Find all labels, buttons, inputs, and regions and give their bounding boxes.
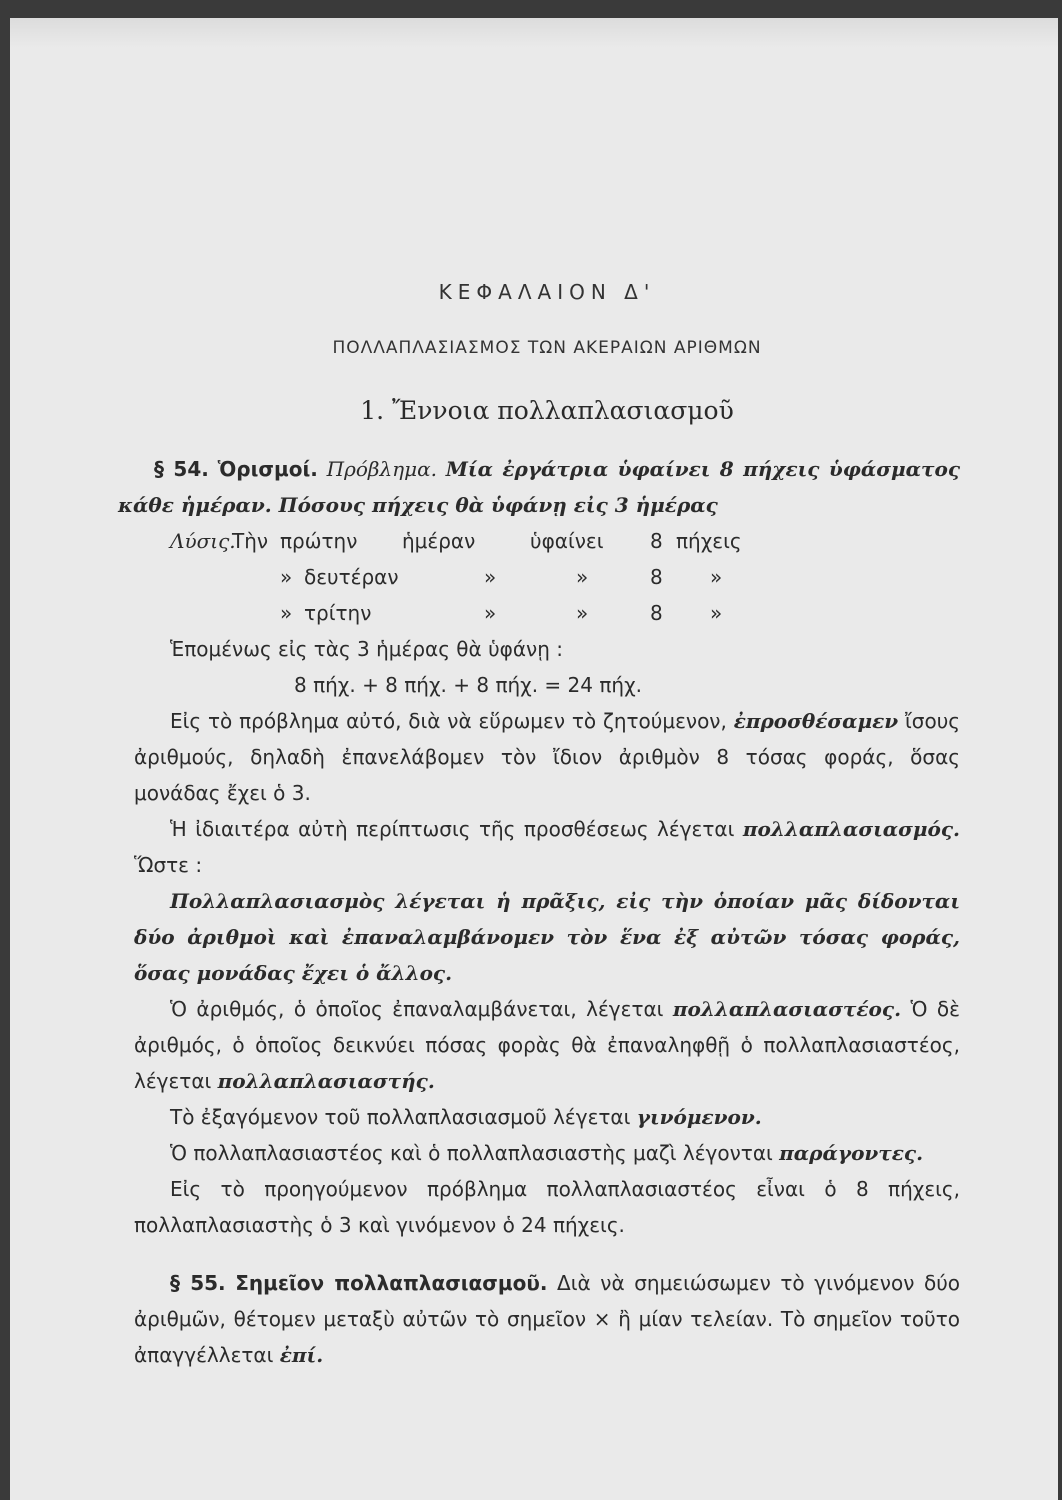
paragraph-6: Εἰς τὸ προηγούμενον πρόβλημα πολλαπλασιαστέος εἶναι ὁ 8 πήχεις, πολλαπλασιαστὴς ὁ 3 καὶ γινόμενον ὁ 24 πήχεις. bbox=[134, 1177, 960, 1237]
cell: 8 bbox=[650, 565, 663, 589]
p5-a: Ὁ πολλαπλασιαστέος καὶ ὁ πολλαπλασιαστὴς μαζὶ λέγονται bbox=[170, 1141, 773, 1165]
p4-emphasis: γινόμενον. bbox=[636, 1105, 762, 1129]
cell: » bbox=[710, 601, 723, 625]
cell: 8 bbox=[650, 529, 663, 553]
s55-heading: Σημεῖον πολλαπλασιασμοῦ. bbox=[235, 1271, 548, 1295]
solution-row-3 bbox=[170, 595, 960, 631]
p3-a: Ὁ ἀριθμός, ὁ ὁποῖος ἐπαναλαμβάνεται, λέγεται bbox=[170, 997, 664, 1021]
p4-a: Τὸ ἐξαγόμενον τοῦ πολλαπλασιασμοῦ λέγεται bbox=[170, 1105, 631, 1129]
cell: » bbox=[484, 601, 497, 625]
p3-emphasis-2: πολλαπλασιαστής. bbox=[217, 1069, 435, 1093]
paragraph-2 bbox=[134, 811, 960, 883]
s54-problem-label: Πρόβλημα. bbox=[326, 457, 437, 481]
solution-row-2 bbox=[170, 559, 960, 595]
solution-row-1 bbox=[170, 523, 960, 559]
p3-emphasis-1: πολλαπλασιαστέος. bbox=[672, 997, 902, 1021]
s54-heading: Ὁρισμοί. bbox=[217, 457, 318, 481]
p1-end: ἴσους ἀριθμούς, δηλαδὴ ἐπανελάβομεν τὸν ἴδιον ἀριθμὸν 8 τόσας φοράς, ὅσας μονάδας ἔχει ὁ 3. bbox=[134, 709, 961, 805]
s54-problem bbox=[118, 451, 960, 523]
s54-number: § 54. bbox=[154, 457, 209, 481]
book-page bbox=[10, 18, 1058, 1500]
s55-paragraph bbox=[134, 1265, 960, 1373]
chapter-heading: ΚΕΦΑΛΑΙΟΝ Δ' bbox=[438, 280, 656, 304]
cell: Τὴν bbox=[232, 529, 269, 553]
cell: πήχεις bbox=[676, 529, 742, 553]
cell: πρώτην bbox=[280, 529, 358, 553]
cell: δευτέραν bbox=[304, 565, 399, 589]
section-title: 1. Ἔννοια πολλαπλασιασμοῦ bbox=[360, 396, 734, 425]
cell: τρίτην bbox=[304, 601, 372, 625]
page-content bbox=[118, 280, 961, 1373]
page-shadow bbox=[10, 18, 1058, 48]
cell: » bbox=[280, 601, 293, 625]
s55-text: Διὰ νὰ σημειώσωμεν τὸ γινόμενον δύο ἀριθμῶν, θέτομεν μεταξὺ αὐτῶν τὸ σημεῖον × ἢ μίαν τελείαν. Τὸ σημεῖον τοῦτο ἀπαγγέλλεται bbox=[134, 1271, 961, 1367]
cell: 8 bbox=[650, 601, 663, 625]
definition: Πολλαπλασιασμὸς λέγεται ἡ πρᾶξις, εἰς τὴν ὁποίαν μᾶς δίδονται δύο ἀριθμοὶ καὶ ἐπαναλαμβάνομεν τὸν ἕνα ἐξ αὐτῶν τόσας φοράς, ὅσας μονάδας ἔχει ὁ ἄλλος. bbox=[134, 889, 960, 985]
p2-end: Ὥστε : bbox=[134, 853, 203, 877]
p5-emphasis: παράγοντες. bbox=[779, 1141, 924, 1165]
paragraph-5 bbox=[134, 1135, 960, 1171]
cell: ἡμέραν bbox=[402, 529, 476, 553]
consequently-line: Ἑπομένως εἰς τὰς 3 ἡμέρας θὰ ὑφάνῃ : bbox=[170, 637, 563, 661]
chapter-subtitle: ΠΟΛΛΑΠΛΑΣΙΑΣΜΟΣ ΤΩΝ ΑΚΕΡΑΙΩΝ ΑΡΙΘΜΩΝ bbox=[332, 338, 762, 358]
cell: » bbox=[710, 565, 723, 589]
equation: 8 πήχ. + 8 πήχ. + 8 πήχ. = 24 πήχ. bbox=[294, 673, 642, 697]
paragraph-4 bbox=[134, 1099, 960, 1135]
s54-problem-text: Μία ἐργάτρια ὑφαίνει 8 πήχεις ὑφάσματος κάθε ἡμέραν. Πόσους πήχεις θὰ ὑφάνῃ εἰς 3 ἡμέρας bbox=[118, 457, 960, 517]
p1-start: Εἰς τὸ πρόβλημα αὐτό, διὰ νὰ εὕρωμεν τὸ ζητούμενον, bbox=[170, 709, 727, 733]
solution-label: Λύσις. bbox=[170, 529, 236, 553]
p2-start: Ἡ ἰδιαιτέρα αὐτὴ περίπτωσις τῆς προσθέσεως λέγεται bbox=[170, 817, 735, 841]
spacer bbox=[134, 1243, 960, 1265]
cell: ὑφαίνει bbox=[530, 529, 604, 553]
p1-emphasis: ἐπροσθέσαμεν bbox=[733, 709, 899, 733]
s55-number: § 55. bbox=[170, 1271, 226, 1295]
paragraph-1 bbox=[134, 703, 960, 811]
cell: » bbox=[280, 565, 293, 589]
s55-emphasis: ἐπί. bbox=[279, 1343, 324, 1367]
cell: » bbox=[484, 565, 497, 589]
p3-b: Ὁ δὲ ἀριθμός, ὁ ὁποῖος δεικνύει πόσας φορὰς θὰ ἐπαναληφθῇ ὁ πολλαπλασιαστέος, λέγεται bbox=[134, 997, 960, 1093]
paragraph-3 bbox=[134, 991, 960, 1099]
cell: » bbox=[576, 601, 589, 625]
cell: » bbox=[576, 565, 589, 589]
p2-emphasis: πολλαπλασιασμός. bbox=[742, 817, 961, 841]
